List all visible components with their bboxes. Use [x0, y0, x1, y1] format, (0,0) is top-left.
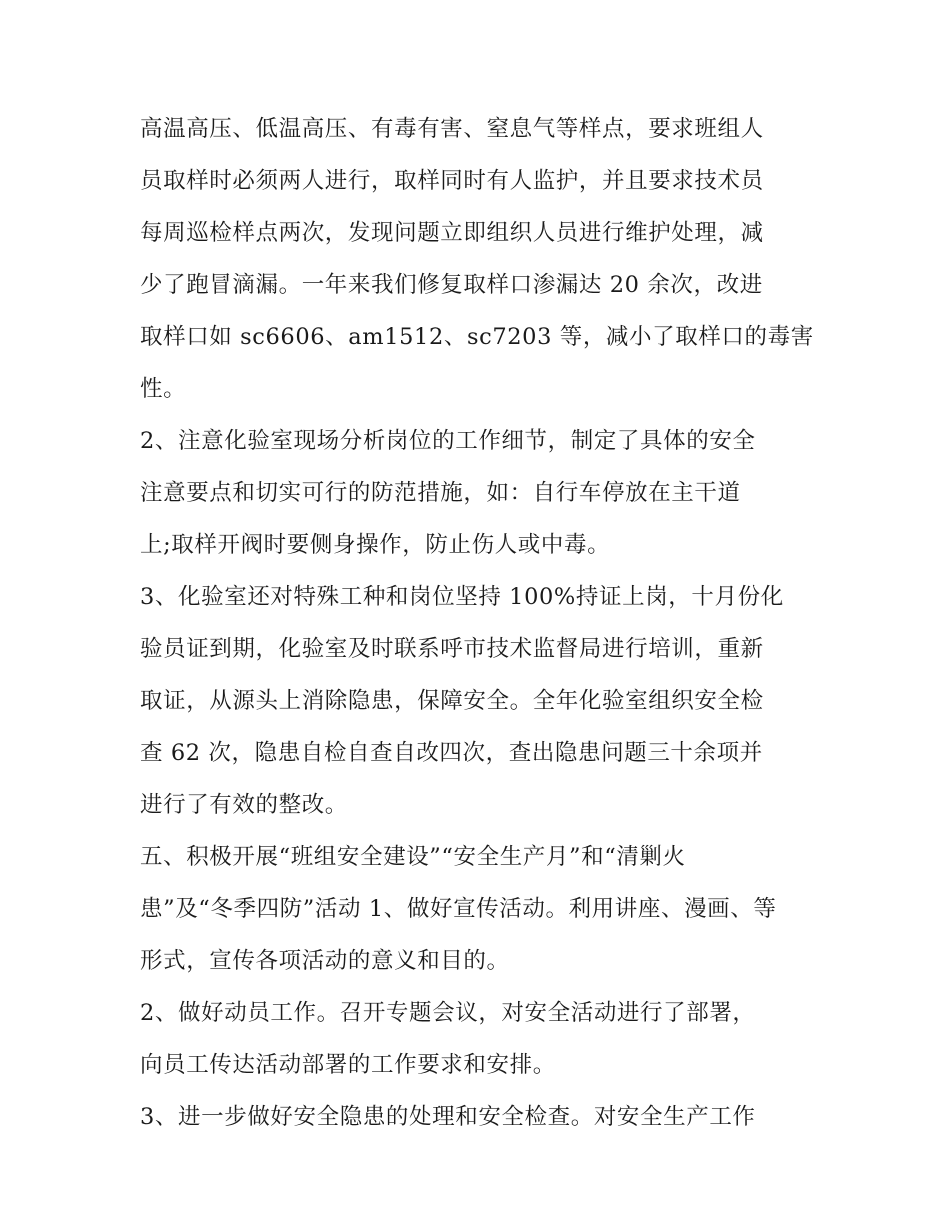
- text-line: 2、注意化验室现场分析岗位的工作细节，制定了具体的安全: [140, 428, 756, 454]
- section-heading-line: 五、积极开展“班组安全建设”“安全生产月”和“清剿火: [140, 844, 686, 870]
- text-line: 每周巡检样点两次，发现问题立即组织人员进行维护处理，减: [140, 220, 764, 246]
- text-line: 高温高压、低温高压、有毒有害、窒息气等样点，要求班组人: [140, 116, 764, 142]
- text-line: 性。: [140, 376, 187, 402]
- text-line: 注意要点和切实可行的防范措施，如：自行车停放在主干道: [140, 480, 741, 506]
- text-line: 3、化验室还对特殊工种和岗位坚持 100%持证上岗，十月份化: [140, 584, 784, 610]
- text-line: 查 62 次，隐患自检自查自改四次，查出隐患问题三十余项并: [140, 740, 763, 766]
- text-line: 上;取样开阀时要侧身操作，防止伤人或中毒。: [140, 532, 611, 558]
- text-line: 形式，宣传各项活动的意义和目的。: [140, 948, 510, 974]
- text-line: 少了跑冒滴漏。一年来我们修复取样口渗漏达 20 余次，改进: [140, 272, 763, 298]
- text-line: 进行了有效的整改。: [140, 792, 348, 818]
- document-body: [140, 103, 820, 1143]
- text-line: 2、做好动员工作。召开专题会议，对安全活动进行了部署，: [140, 1000, 756, 1026]
- text-line: 验员证到期，化验室及时联系呼市技术监督局进行培训，重新: [140, 636, 764, 662]
- text-line: 取样口如 sc6606、am1512、sc7203 等，减小了取样口的毒害: [140, 324, 814, 350]
- text-line: 3、进一步做好安全隐患的处理和安全检查。对安全生产工作: [140, 1104, 756, 1130]
- text-line: 向员工传达活动部署的工作要求和安排。: [140, 1052, 556, 1078]
- text-line: 员取样时必须两人进行，取样同时有人监护，并且要求技术员: [140, 168, 764, 194]
- text-line: 取证，从源头上消除隐患，保障安全。全年化验室组织安全检: [140, 688, 764, 714]
- text-line: 患”及“冬季四防”活动 1、做好宣传活动。利用讲座、漫画、等: [140, 896, 777, 922]
